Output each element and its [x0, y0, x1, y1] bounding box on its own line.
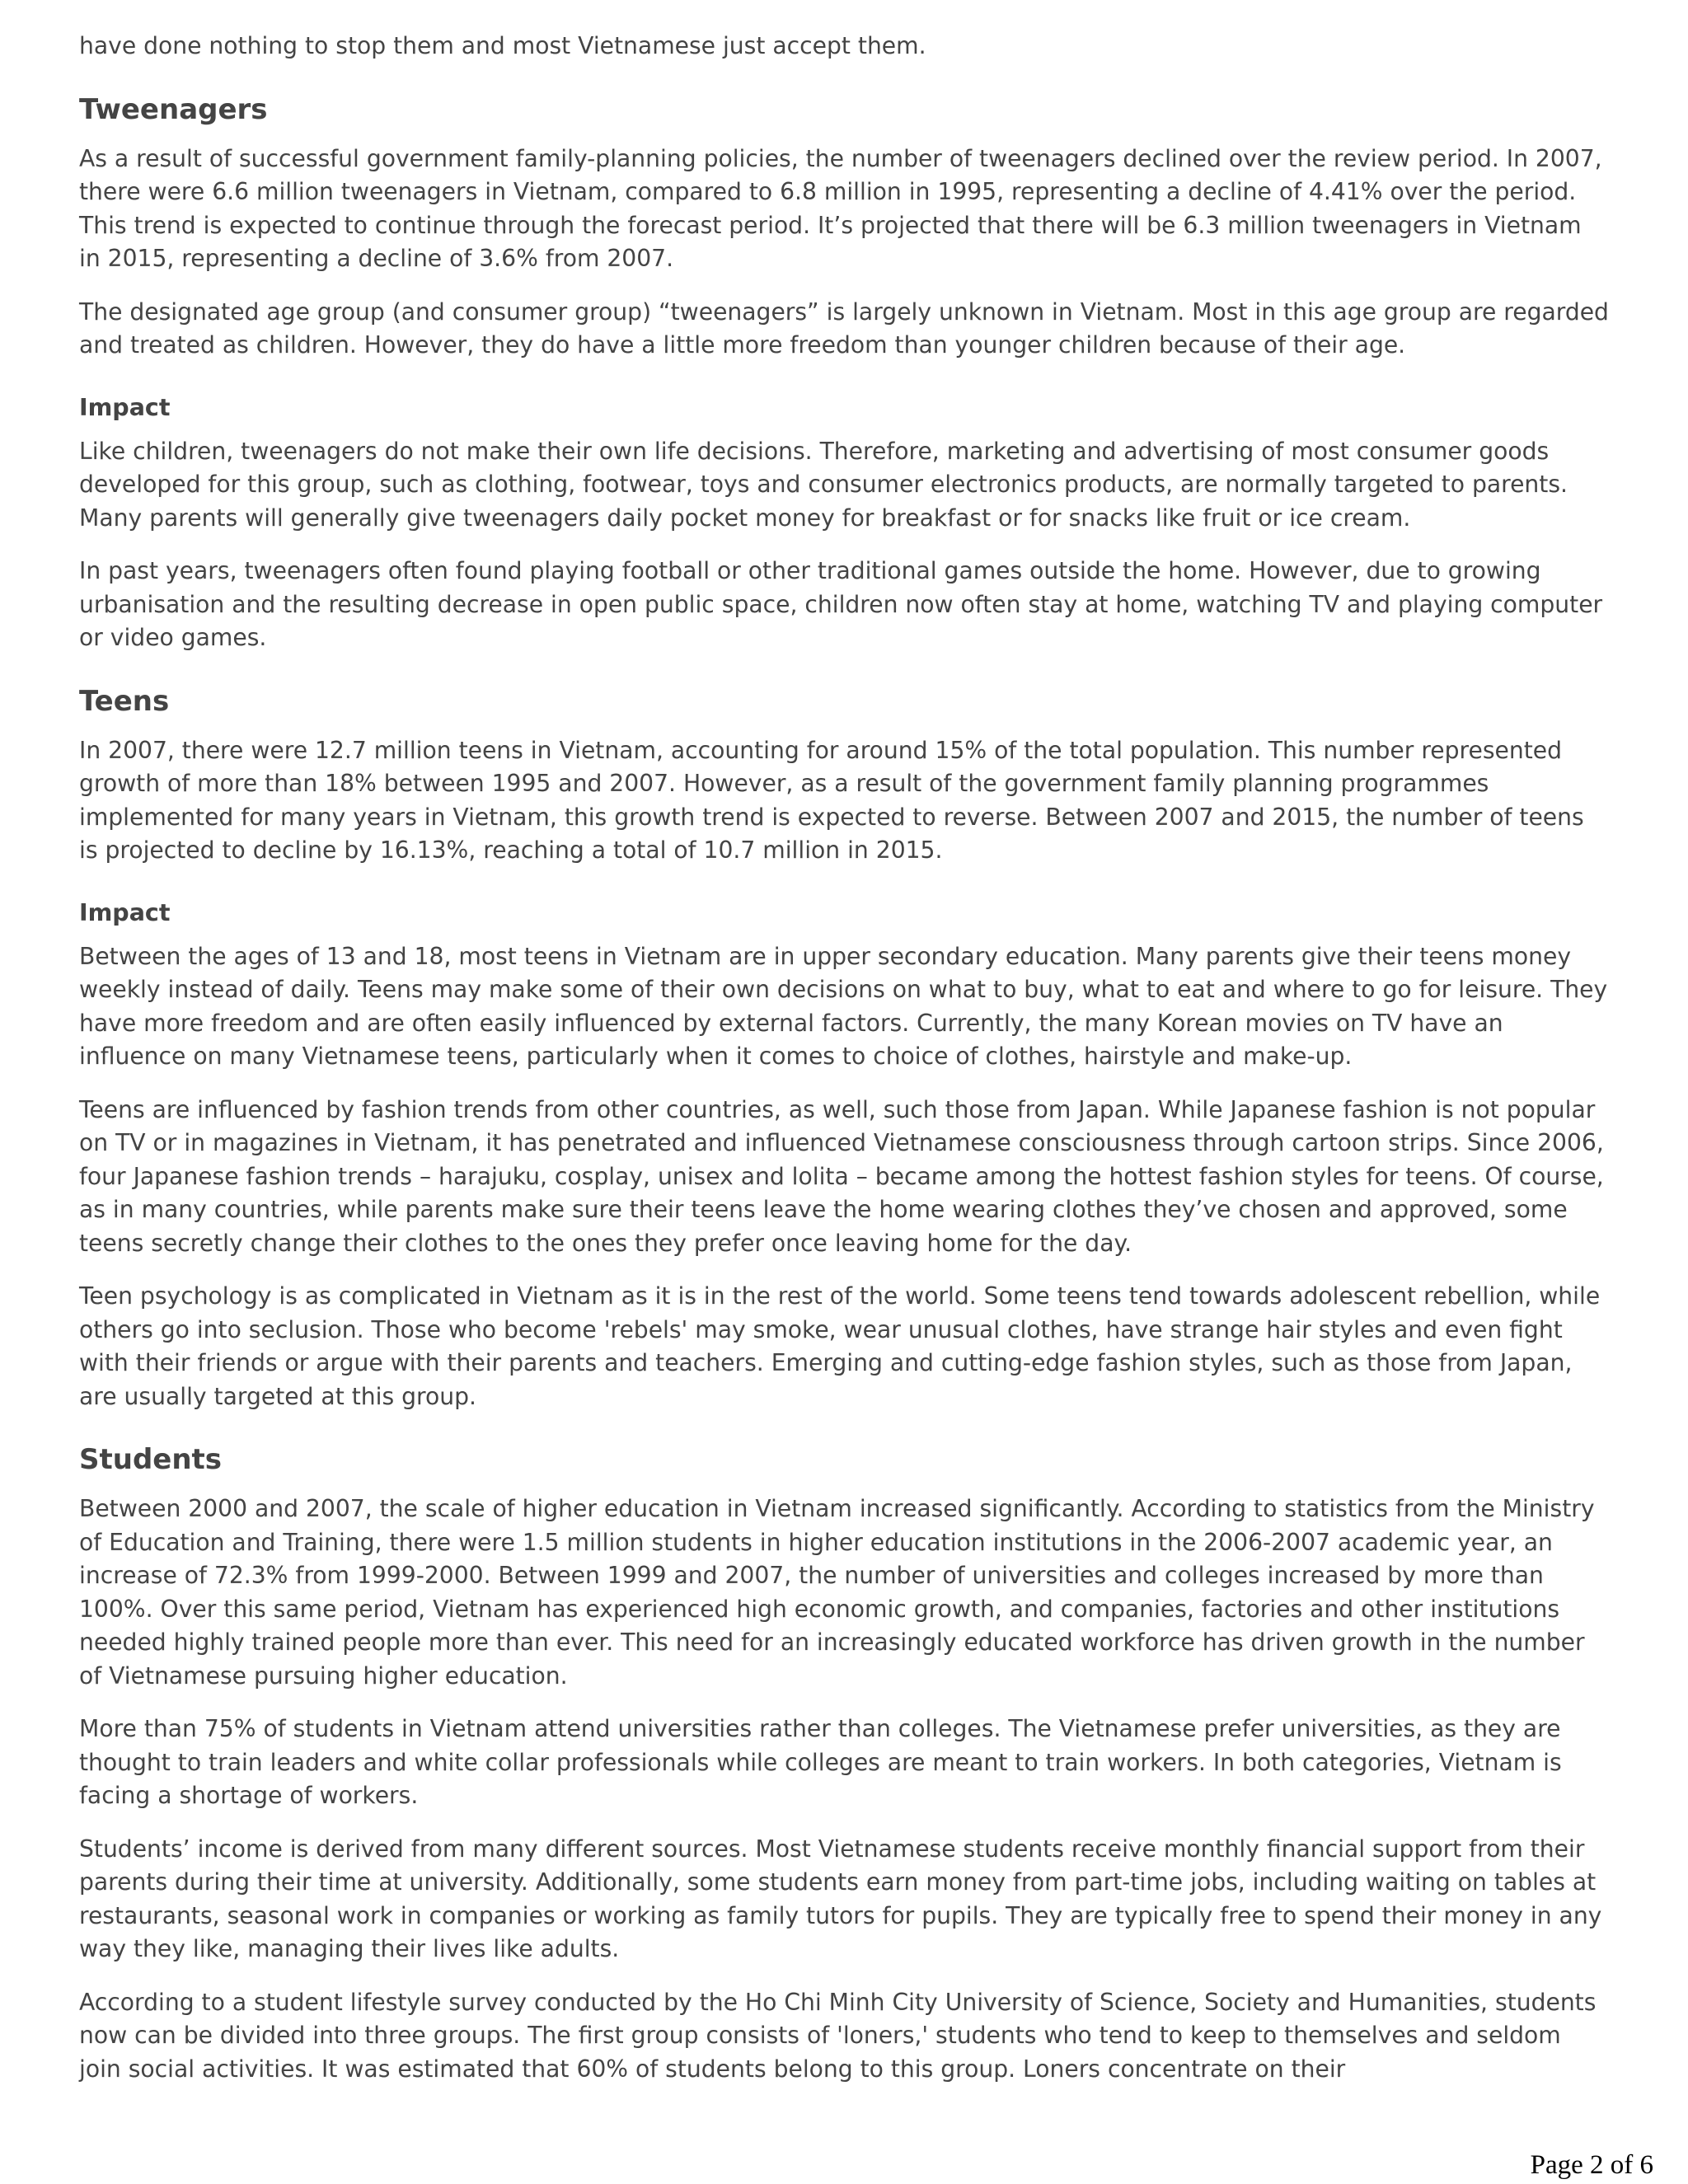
paragraph: As a result of successful government family-planning policies, the number of tweenagers declined over the review period. In 2007, there were 6.6 million tweenagers in Vietnam, compared to 6.8 million in 1995, representing a decline of 4.41% over the period. This trend is expected to continue through the forecast period. It’s projected that there will be 6.3 million tweenagers in Vietnam in 2015, representing a decline of 3.6% from 2007.	[79, 144, 1602, 272]
paragraph: Teens are influenced by fashion trends from other countries, as well, such those from Japan. While Japanese fashion is not popular on TV or in magazines in Vietnam, it has penetrated and influenced Vietnamese consciousness through cartoon strips. Since 2006, four Japanese fashion trends – harajuku, cosplay, unisex and lolita – became among the hottest fashion styles for teens. Of course, as in many countries, while parents make sure their teens leave the home wearing clothes they’ve chosen and approved, some teens secretly change their clothes to the ones they prefer once leaving home for the day.	[79, 1095, 1604, 1257]
intro-fragment: have done nothing to stop them and most Vietnamese just accept them.	[79, 32, 926, 59]
section-students	[79, 1441, 1609, 2086]
subheading-impact: Impact	[79, 393, 171, 421]
paragraph: Teen psychology is as complicated in Vietnam as it is in the rest of the world. Some teens tend towards adolescent rebellion, while others go into seclusion. Those who become 'rebels' may smoke, wear unusual clothes, have strange hair styles and even fight with their friends or argue with their parents and teachers. Emerging and cutting-edge fashion styles, such as those from Japan, are usually targeted at this group.	[79, 1282, 1601, 1410]
paragraph: In past years, tweenagers often found playing football or other traditional games outside the home. However, due to growing urbanisation and the resulting decrease in open public space, children now often stay at home, watching TV and playing computer or video games.	[79, 557, 1603, 651]
paragraph: More than 75% of students in Vietnam attend universities rather than colleges. The Vietnamese prefer universities, as they are thought to train leaders and white collar professionals while colleges are meant to train workers. In both categories, Vietnam is facing a shortage of workers.	[79, 1715, 1562, 1809]
section-teens	[79, 683, 1609, 1414]
paragraph: The designated age group (and consumer group) “tweenagers” is largely unknown in Vietnam. Most in this age group are regarded and treated as children. However, they do have a little more freedom than younger children because of their age.	[79, 298, 1609, 359]
paragraph: Like children, tweenagers do not make their own life decisions. Therefore, marketing and advertising of most consumer goods developed for this group, such as clothing, footwear, toys and consumer electronics products, are normally targeted to parents. Many parents will generally give tweenagers daily pocket money for breakfast or for snacks like fruit or ice cream.	[79, 437, 1568, 532]
paragraph: According to a student lifestyle survey conducted by the Ho Chi Minh City University of Science, Society and Humanities, students now can be divided into three groups. The first group consists of 'loners,' students who tend to keep to themselves and seldom join social activities. It was estimated that 60% of students belong to this group. Loners concentrate on their	[79, 1988, 1597, 2083]
paragraph: Between 2000 and 2007, the scale of higher education in Vietnam increased significantly. According to statistics from the Ministry of Education and Training, there were 1.5 million students in higher education institutions in the 2006-2007 academic year, an increase of 72.3% from 1999-2000. Between 1999 and 2007, the number of universities and colleges increased by more than 100%. Over this same period, Vietnam has experienced high economic growth, and companies, factories and other institutions needed highly trained people more than ever. This need for an increasingly educated workforce has driven growth in the number of Vietnamese pursuing higher education.	[79, 1495, 1595, 1690]
paragraph: Students’ income is derived from many different sources. Most Vietnamese students receive monthly financial support from their parents during their time at university. Additionally, some students earn money from part-time jobs, including waiting on tables at restaurants, seasonal work in companies or working as family tutors for pupils. They are typically free to spend their money in any way they like, managing their lives like adults.	[79, 1835, 1602, 1962]
paragraph: In 2007, there were 12.7 million teens in Vietnam, accounting for around 15% of the total population. This number represented growth of more than 18% between 1995 and 2007. However, as a result of the government family planning programmes implemented for many years in Vietnam, this growth trend is expected to reverse. Between 2007 and 2015, the number of teens is projected to decline by 16.13%, reaching a total of 10.7 million in 2015.	[79, 736, 1584, 864]
subheading-impact: Impact	[79, 898, 171, 926]
paragraph: Between the ages of 13 and 18, most teens in Vietnam are in upper secondary education. Many parents give their teens money weekly instead of daily. Teens may make some of their own decisions on what to buy, what to eat and where to go for leisure. They have more freedom and are often easily influenced by external factors. Currently, the many Korean movies on TV have an influence on many Vietnamese teens, particularly when it comes to choice of clothes, hairstyle and make-up.	[79, 942, 1608, 1070]
document-body	[79, 30, 1609, 2106]
section-heading-teens: Teens	[79, 684, 170, 718]
section-heading-tweenagers: Tweenagers	[79, 92, 268, 126]
section-heading-students: Students	[79, 1443, 223, 1476]
page-number: Page 2 of 6	[1530, 2150, 1653, 2180]
section-tweenagers	[79, 91, 1609, 655]
